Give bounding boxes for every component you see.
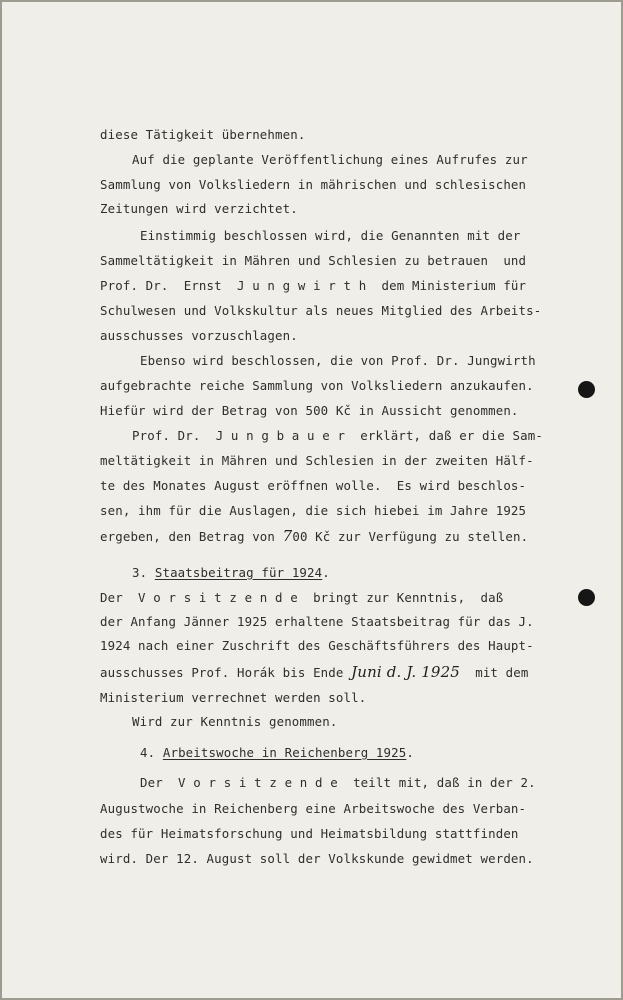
text-line: Hiefür wird der Betrag von 500 Kč in Aussicht genommen. [100, 403, 519, 418]
text-line: Prof. Dr. Ernst J u n g w i r t h dem Ministerium für [100, 278, 527, 293]
heading-number: 4. [140, 745, 163, 760]
heading-title: Staatsbeitrag für 1924 [154, 565, 323, 580]
text-line: diese Tätigkeit übernehmen. [100, 127, 306, 142]
heading-number: 3. [132, 565, 155, 580]
text-segment: 00 Kč zur Verfügung zu stellen. [292, 529, 529, 544]
text-segment: ergeben, den Betrag von [100, 529, 283, 544]
text-line: der Anfang Jänner 1925 erhaltene Staatsbeitrag für das J. [100, 614, 534, 629]
text-line: Der V o r s i t z e n d e teilt mit, daß in der 2. [140, 775, 536, 790]
text-segment: ausschusses Prof. Horák bis Ende [100, 665, 352, 680]
text-line: Einstimmig beschlossen wird, die Genannten mit der [140, 228, 521, 243]
text-line [100, 528, 528, 545]
handwritten-insert: Juni d. J. 1925 [351, 663, 460, 681]
text-segment: mit dem [459, 665, 529, 680]
text-line: Sammeltätigkeit in Mähren und Schlesien zu betrauen und [100, 253, 527, 268]
text-line: te des Monates August eröffnen wolle. Es wird beschlos- [100, 478, 527, 493]
text-line: Zeitungen wird verzichtet. [100, 201, 298, 216]
punch-hole [578, 381, 595, 398]
text-line: Ebenso wird beschlossen, die von Prof. Dr. Jungwirth [140, 353, 536, 368]
text-line: Prof. Dr. J u n g b a u e r erklärt, daß er die Sam- [132, 428, 543, 443]
text-line: meltätigkeit in Mähren und Schlesien in der zweiten Hälf- [100, 453, 534, 468]
text-line: Wird zur Kenntnis genommen. [132, 714, 338, 729]
heading-title: Arbeitswoche in Reichenberg 1925 [162, 745, 407, 760]
text-line: Der V o r s i t z e n d e bringt zur Kenntnis, daß [100, 590, 504, 605]
text-line: Auf die geplante Veröffentlichung eines Aufrufes zur [132, 152, 528, 167]
section-heading [132, 565, 330, 581]
text-line: sen, ihm für die Auslagen, die sich hiebei im Jahre 1925 [100, 503, 527, 518]
text-line: 1924 nach einer Zuschrift des Geschäftsführers des Haupt- [100, 638, 534, 653]
heading-period: . [322, 565, 330, 580]
text-line: Augustwoche in Reichenberg eine Arbeitswoche des Verban- [100, 801, 527, 816]
text-line: Sammlung von Volksliedern in mährischen und schlesischen [100, 177, 527, 192]
text-line: Ministerium verrechnet werden soll. [100, 690, 367, 705]
punch-hole [578, 589, 595, 606]
text-line: wird. Der 12. August soll der Volkskunde gewidmet werden. [100, 851, 534, 866]
text-line: des für Heimatsforschung und Heimatsbildung stattfinden [100, 826, 519, 841]
text-line [100, 664, 528, 681]
section-heading [140, 745, 414, 761]
text-line: ausschusses vorzuschlagen. [100, 328, 298, 343]
handwritten-digit: 7 [282, 527, 293, 545]
text-line: aufgebrachte reiche Sammlung von Volksliedern anzukaufen. [100, 378, 534, 393]
heading-period: . [406, 745, 414, 760]
text-line: Schulwesen und Volkskultur als neues Mitglied des Arbeits- [100, 303, 542, 318]
